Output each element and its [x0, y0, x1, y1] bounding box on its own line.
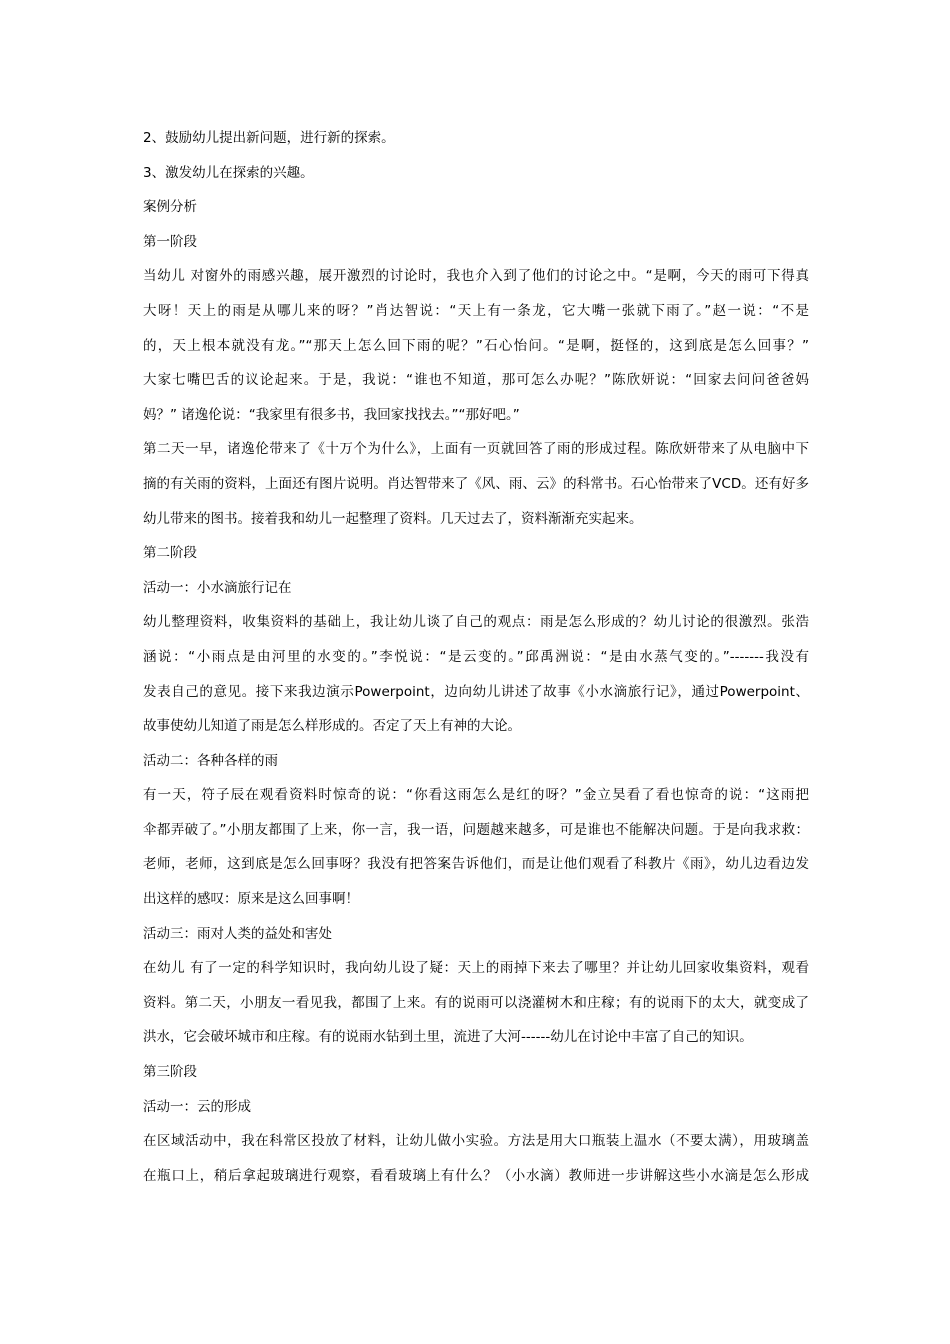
paragraph-line: 摘的有关雨的资料，上面还有图片说明。肖达智带来了《风、雨、云》的科常书。石心怡带来了VCD。还有好多	[143, 475, 809, 492]
paragraph-line: 在幼儿 有了一定的科学知识时，我向幼儿设了疑：天上的雨掉下来去了哪里？并让幼儿回家收集资料，观看	[143, 960, 809, 977]
paragraph-line: 妈？” 诸逸伦说：“我家里有很多书，我回家找找去。”“那好吧。”	[143, 406, 520, 423]
paragraph-line: 资料。第二天，小朋友一看见我，都围了上来。有的说雨可以浇灌树木和庄稼；有的说雨下的太大，就变成了	[143, 994, 809, 1011]
section-heading: 第三阶段	[143, 1064, 197, 1081]
paragraph-line: 当幼儿 对窗外的雨感兴趣，展开激烈的讨论时，我也介入到了他们的讨论之中。“是啊，今天的雨可下得真	[143, 268, 809, 285]
text-line: 2、鼓励幼儿提出新问题，进行新的探索。	[143, 130, 395, 146]
activity-heading: 活动一：云的形成	[143, 1098, 251, 1115]
section-heading: 第一阶段	[143, 233, 197, 250]
paragraph-line: 第二天一早，诸逸伦带来了《十万个为什么》，上面有一页就回答了雨的形成过程。陈欣妍带来了从电脑中下	[143, 441, 809, 458]
text-line: 3、激发幼儿在探索的兴趣。	[143, 164, 314, 181]
paragraph-line: 幼儿带来的图书。接着我和幼儿一起整理了资料。几天过去了，资料渐渐充实起来。	[143, 510, 643, 527]
paragraph-line: 发表自己的意见。接下来我边演示Powerpoint，边向幼儿讲述了故事《小水滴旅行记》，通过Powerpoint、	[143, 683, 809, 700]
paragraph-line: 故事使幼儿知道了雨是怎么样形成的。否定了天上有神的大论。	[143, 718, 521, 735]
activity-heading: 活动一：小水滴旅行记在	[143, 579, 292, 596]
paragraph-line: 幼儿整理资料，收集资料的基础上，我让幼儿谈了自己的观点：雨是怎么形成的？幼儿讨论的很激烈。张浩	[143, 614, 809, 631]
paragraph-line: 涵说：“小雨点是由河里的水变的。”李悦说：“是云变的。”邱禹洲说：“是由水蒸气变的。”-------我没有	[143, 648, 809, 665]
paragraph-line: 在区域活动中，我在科常区投放了材料，让幼儿做小实验。方法是用大口瓶装上温水（不要太满），用玻璃盖	[143, 1133, 809, 1150]
paragraph-line: 伞都弄破了。”小朋友都围了上来，你一言，我一语，问题越来越多，可是谁也不能解决问题。于是向我求救：	[143, 821, 809, 838]
section-heading: 案例分析	[143, 199, 197, 216]
paragraph-line: 老师，老师，这到底是怎么回事呀？我没有把答案告诉他们，而是让他们观看了科教片《雨》，幼儿边看边发	[143, 856, 809, 873]
paragraph-line: 大呀！天上的雨是从哪儿来的呀？”肖达智说：“天上有一条龙，它大嘴一张就下雨了。”赵一说：“不是	[143, 302, 809, 319]
paragraph-line: 洪水，它会破坏城市和庄稼。有的说雨水钻到土里，流进了大河------幼儿在讨论中丰富了自己的知识。	[143, 1029, 753, 1046]
paragraph-line: 的，天上根本就没有龙。”“那天上怎么回下雨的呢？”石心怡问。“是啊，挺怪的，这到底是怎么回事？”	[143, 337, 809, 354]
section-heading: 第二阶段	[143, 545, 197, 562]
paragraph-line: 在瓶口上，稍后拿起玻璃进行观察，看看玻璃上有什么？（小水滴）教师进一步讲解这些小水滴是怎么形成	[143, 1167, 809, 1184]
activity-heading: 活动二：各种各样的雨	[143, 752, 278, 769]
paragraph-line: 有一天，符子辰在观看资料时惊奇的说：“你看这雨怎么是红的呀？”金立昊看了看也惊奇的说：“这雨把	[143, 787, 809, 804]
paragraph-line: 大家七嘴巴舌的议论起来。于是，我说：“谁也不知道，那可怎么办呢？”陈欣妍说：“回家去问问爸爸妈	[143, 372, 809, 389]
paragraph-line: 出这样的感叹：原来是这么回事啊！	[143, 891, 359, 908]
activity-heading: 活动三：雨对人类的益处和害处	[143, 925, 332, 942]
document-page	[143, 121, 809, 1193]
